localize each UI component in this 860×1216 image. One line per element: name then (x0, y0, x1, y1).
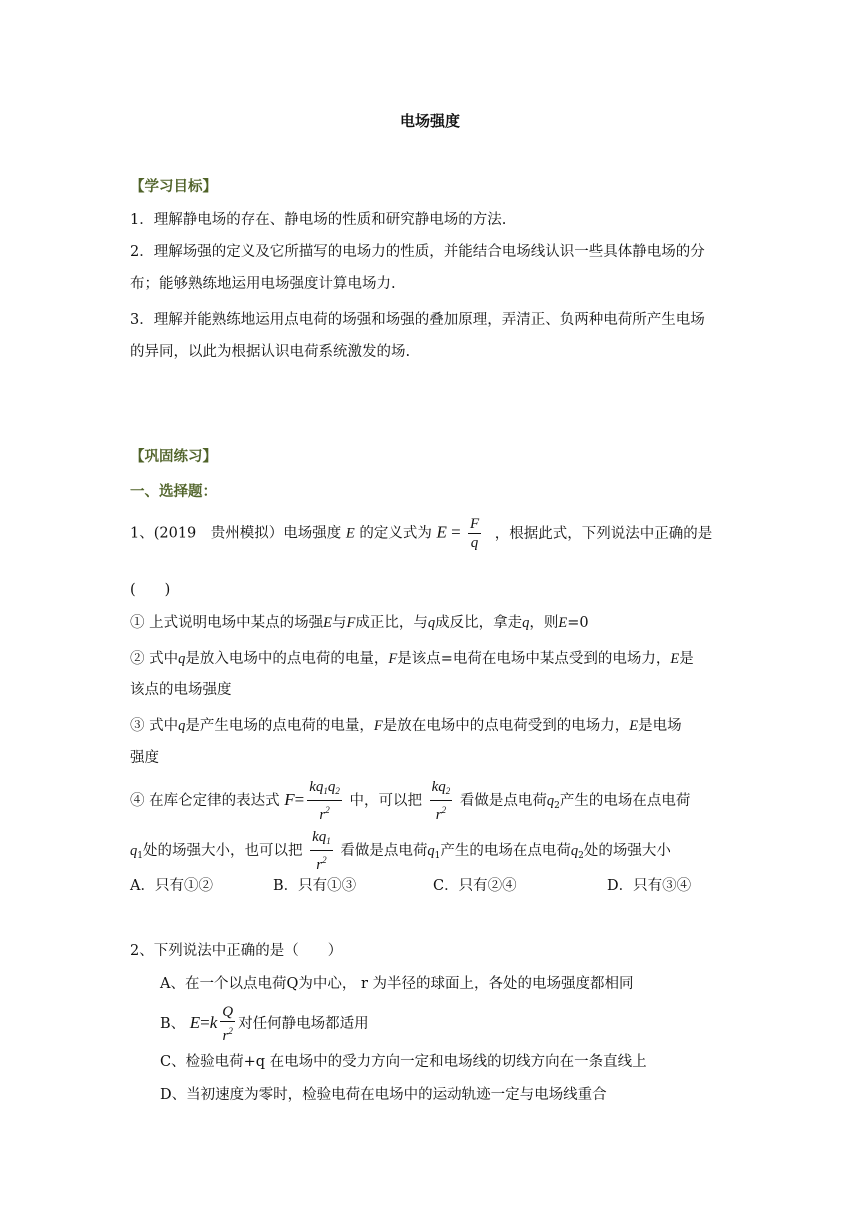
goal-line-2: 2．理解场强的定义及它所描写的电场力的性质，并能结合电场线认识一些具体静电场的分 (130, 244, 705, 260)
q2-option-c: C、检验电荷+q 在电场中的受力方向一定和电场线的切线方向在一条直线上 (160, 1054, 647, 1070)
q1-paren: ( ) (130, 582, 171, 598)
q1-option-a: A．只有①② (130, 878, 213, 894)
q1-fraction: $\frac{F}{q}$ (469, 516, 480, 551)
goal-line-4: 3．理解并能熟练地运用点电荷的场强和场强的叠加原理，弄清正、负两种电荷所产生电场 (130, 312, 705, 328)
q1-statement-4: ④ 在库仑定律的表达式 F= $\frac{kq_1q_2}{r^2}$ 中，可以把 $\frac{kq_2}{r^2}$ 看做是点电荷$q_2$产生的电场在点电荷 (130, 779, 691, 823)
page-title: 电场强度 (399, 112, 460, 130)
field-fraction-q2: $\frac{kq_2}{r^2}$ (431, 779, 451, 823)
q1-option-b: B．只有①③ (273, 878, 357, 894)
point-charge-fraction: $\frac{Q}{r^2}$ (222, 1004, 234, 1044)
field-fraction-q1: $\frac{kq_1}{r^2}$ (312, 829, 331, 873)
q1-option-d: D．只有③④ (607, 878, 692, 894)
q1-statement-3-cont: 强度 (130, 750, 159, 766)
q1-statement-4-cont: $q_1$处的场强大小，也可以把 $\frac{kq_1}{r^2}$ 看做是点电荷$q_1$产生的电场在点电荷$q_2$处的场强大小 (130, 829, 671, 873)
q2-option-b: B、 E=k $\frac{Q}{r^2}$ 对任何静电场都适用 (160, 1004, 369, 1044)
q1-option-c: C．只有②④ (433, 878, 517, 894)
section-practice: 【巩固练习】 (130, 449, 217, 465)
goal-line-1: 1．理解静电场的存在、静电场的性质和研究静电场的方法. (130, 212, 507, 228)
q2-stem: 2、下列说法中正确的是（ ） (130, 943, 343, 959)
goal-line-3: 布；能够熟练地运用电场强度计算电场力. (130, 276, 396, 292)
q1-stem: 1、(2019 贵州模拟）电场强度 E 的定义式为 E = $\frac{F}{q}$ ，根据此式，下列说法中正确的是 (130, 516, 713, 551)
q1-formula: E = (436, 522, 461, 542)
q1-statement-1: ① 上式说明电场中某点的场强E与F成正比，与q成反比，拿走q，则E=0 (130, 615, 589, 631)
q1-statement-2-cont: 该点的电场强度 (130, 682, 232, 698)
q2-option-a: A、在一个以点电荷Q为中心， r 为半径的球面上，各处的电场强度都相同 (160, 976, 634, 992)
q1-statement-3: ③ 式中q是产生电场的点电荷的电量，F是放在电场中的点电荷受到的电场力，E是电场 (130, 718, 682, 734)
section-learning-goals: 【学习目标】 (130, 179, 217, 195)
q1-statement-2: ② 式中q是放入电场中的点电荷的电量，F是该点=电荷在电场中某点受到的电场力，E是 (130, 651, 694, 667)
q2-option-d: D、当初速度为零时，检验电荷在电场中的运动轨迹一定与电场线重合 (160, 1087, 607, 1103)
coulomb-fraction: $\frac{kq_1q_2}{r^2}$ (309, 779, 340, 823)
subsection-choice: 一、选择题： (130, 484, 217, 500)
goal-line-5: 的异同，以此为根据认识电荷系统激发的场. (130, 344, 411, 360)
